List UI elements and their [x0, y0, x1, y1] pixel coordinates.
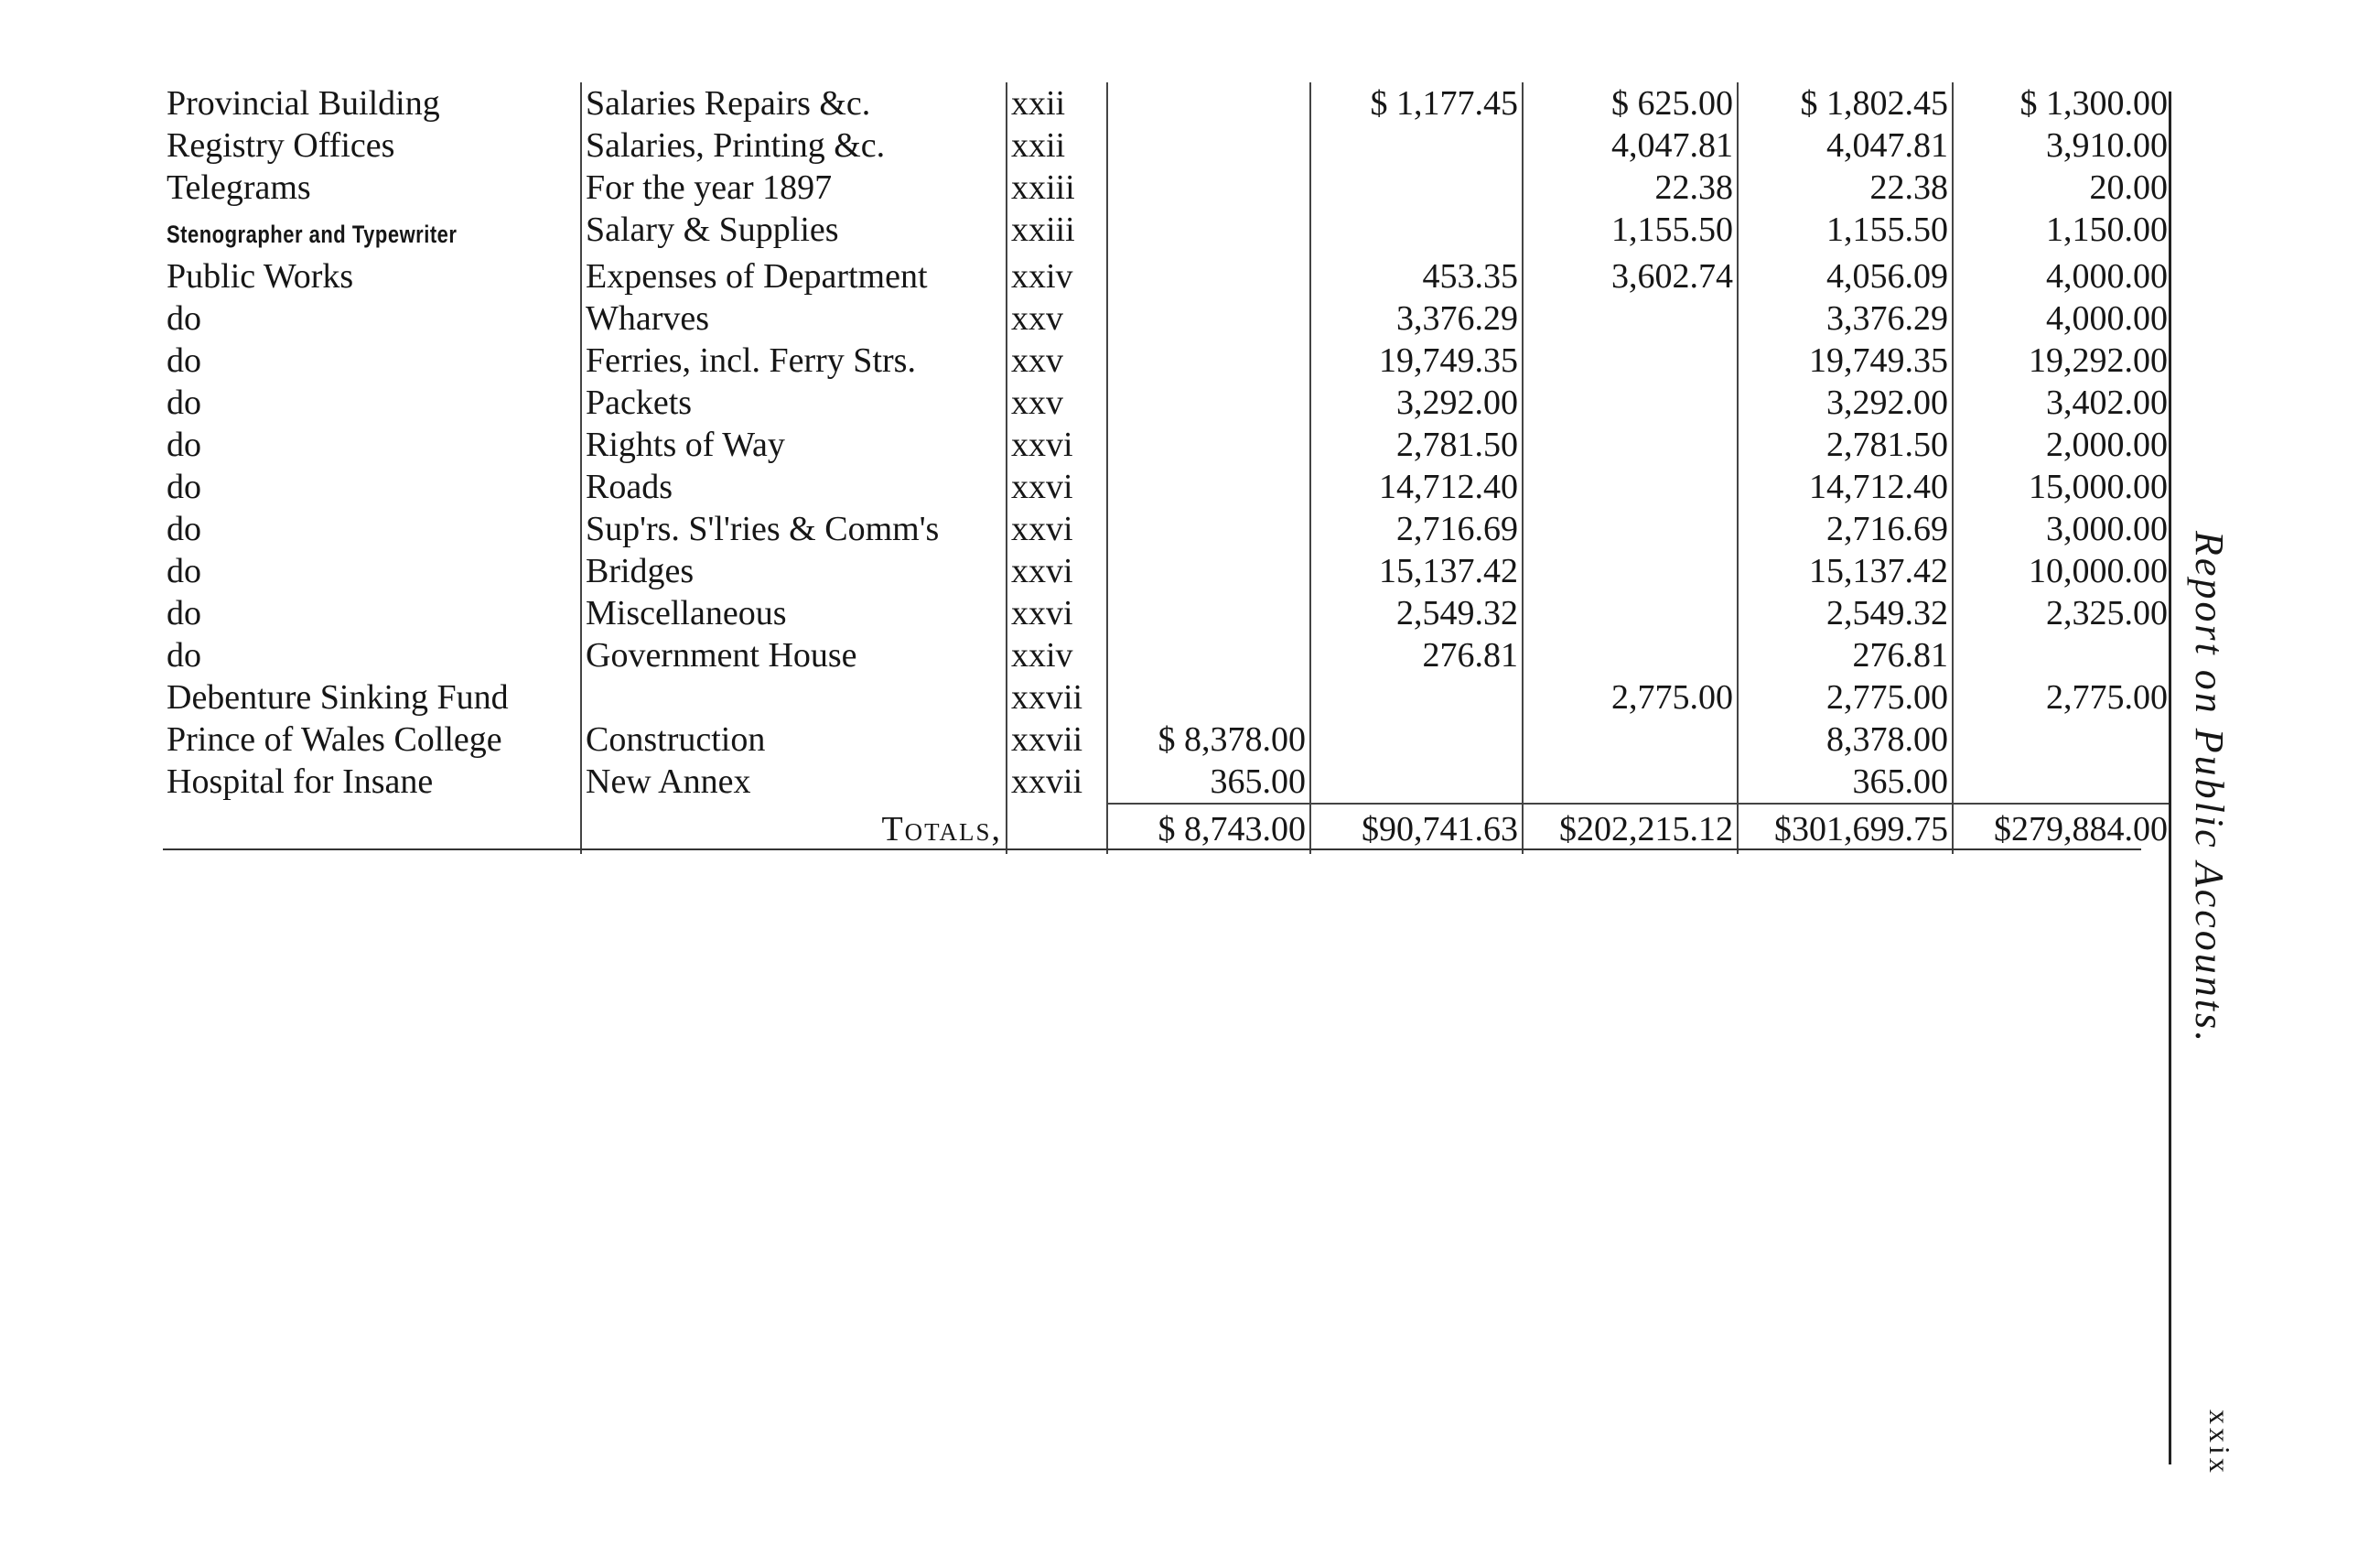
amount-col-4: 4,056.09 — [1738, 255, 1953, 297]
amount-col-5 — [1953, 761, 2171, 804]
total-amount-col-5: $279,884.00 — [1953, 804, 2171, 854]
totals-spacer — [163, 804, 581, 854]
amount-col-2: 3,376.29 — [1310, 297, 1523, 340]
amount-col-2 — [1310, 719, 1523, 761]
amount-col-1 — [1107, 340, 1310, 382]
amount-col-1 — [1107, 676, 1310, 719]
table-row — [163, 719, 2171, 761]
item-purpose: Ferries, incl. Ferry Strs. — [581, 340, 1007, 382]
item-purpose: New Annex — [581, 761, 1007, 804]
amount-col-4: 2,781.50 — [1738, 424, 1953, 466]
amount-col-5: 20.00 — [1953, 167, 2171, 209]
amount-col-2 — [1310, 124, 1523, 167]
amount-col-4: 2,716.69 — [1738, 508, 1953, 550]
amount-col-2: $ 1,177.45 — [1310, 82, 1523, 124]
amount-col-2 — [1310, 209, 1523, 255]
amount-col-3: 3,602.74 — [1523, 255, 1738, 297]
amount-col-4: 3,376.29 — [1738, 297, 1953, 340]
item-name: do — [167, 384, 201, 422]
item-name: do — [167, 341, 201, 380]
amount-col-1 — [1107, 209, 1310, 255]
running-title: Report on Public Accounts. — [2187, 531, 2232, 1045]
item-name: do — [167, 636, 201, 675]
amount-col-4: $ 1,802.45 — [1738, 82, 1953, 124]
item-reference: xxvi — [1007, 550, 1107, 592]
amount-col-2: 3,292.00 — [1310, 382, 1523, 424]
table-row — [163, 340, 2171, 382]
item-purpose: Miscellaneous — [581, 592, 1007, 634]
amount-col-4: 276.81 — [1738, 634, 1953, 676]
amount-col-2: 276.81 — [1310, 634, 1523, 676]
amount-col-2: 19,749.35 — [1310, 340, 1523, 382]
item-reference: xxvi — [1007, 424, 1107, 466]
item-name: do — [167, 552, 201, 590]
table-row — [163, 676, 2171, 719]
amount-col-1 — [1107, 592, 1310, 634]
amount-col-3 — [1523, 761, 1738, 804]
table-row — [163, 167, 2171, 209]
item-reference: xxvi — [1007, 466, 1107, 508]
amount-col-5: 2,000.00 — [1953, 424, 2171, 466]
item-reference: xxv — [1007, 340, 1107, 382]
item-reference: xxvii — [1007, 719, 1107, 761]
item-purpose: Salaries, Printing &c. — [581, 124, 1007, 167]
amount-col-5: 4,000.00 — [1953, 297, 2171, 340]
amount-col-3 — [1523, 550, 1738, 592]
amount-col-1: $ 8,378.00 — [1107, 719, 1310, 761]
item-name: do — [167, 594, 201, 632]
amount-col-3: $ 625.00 — [1523, 82, 1738, 124]
total-amount-col-3: $202,215.12 — [1523, 804, 1738, 854]
item-name: Hospital for Insane — [167, 762, 434, 801]
amount-col-3 — [1523, 719, 1738, 761]
amount-col-1 — [1107, 508, 1310, 550]
amount-col-3: 2,775.00 — [1523, 676, 1738, 719]
amount-col-4: 15,137.42 — [1738, 550, 1953, 592]
amount-col-1 — [1107, 124, 1310, 167]
amount-col-3 — [1523, 592, 1738, 634]
item-name: Telegrams — [167, 168, 311, 207]
item-purpose: Salary & Supplies — [581, 209, 1007, 255]
item-reference: xxvi — [1007, 508, 1107, 550]
amount-col-1: 365.00 — [1107, 761, 1310, 804]
amount-col-1 — [1107, 382, 1310, 424]
total-amount-col-4: $301,699.75 — [1738, 804, 1953, 854]
item-purpose: Roads — [581, 466, 1007, 508]
amount-col-1 — [1107, 466, 1310, 508]
item-reference: xxiv — [1007, 255, 1107, 297]
amount-col-4: 1,155.50 — [1738, 209, 1953, 255]
table-row — [163, 124, 2171, 167]
item-name: do — [167, 299, 201, 338]
item-name: Registry Offices — [167, 126, 395, 165]
amount-col-5: 4,000.00 — [1953, 255, 2171, 297]
item-reference: xxvii — [1007, 761, 1107, 804]
item-name: Prince of Wales College — [167, 720, 502, 759]
amount-col-1 — [1107, 634, 1310, 676]
table-row — [163, 424, 2171, 466]
page-margin-rule — [2169, 92, 2171, 1464]
amount-col-3 — [1523, 340, 1738, 382]
amount-col-4: 8,378.00 — [1738, 719, 1953, 761]
item-purpose: Bridges — [581, 550, 1007, 592]
amount-col-3: 4,047.81 — [1523, 124, 1738, 167]
amount-col-4: 2,549.32 — [1738, 592, 1953, 634]
table-row — [163, 634, 2171, 676]
table-row — [163, 550, 2171, 592]
item-purpose: Construction — [581, 719, 1007, 761]
item-reference: xxii — [1007, 124, 1107, 167]
item-name: do — [167, 510, 201, 548]
item-reference: xxiii — [1007, 167, 1107, 209]
amount-col-4: 2,775.00 — [1738, 676, 1953, 719]
table-row — [163, 508, 2171, 550]
amount-col-5: 10,000.00 — [1953, 550, 2171, 592]
amount-col-5: 2,325.00 — [1953, 592, 2171, 634]
amount-col-2: 14,712.40 — [1310, 466, 1523, 508]
item-purpose: Expenses of Department — [581, 255, 1007, 297]
amount-col-2: 453.35 — [1310, 255, 1523, 297]
total-amount-col-1: $ 8,743.00 — [1107, 804, 1310, 854]
item-purpose: For the year 1897 — [581, 167, 1007, 209]
table-row — [163, 466, 2171, 508]
table-row — [163, 255, 2171, 297]
amount-col-5 — [1953, 634, 2171, 676]
table-row — [163, 761, 2171, 804]
item-name: Provincial Building — [167, 84, 440, 123]
amount-col-3 — [1523, 382, 1738, 424]
item-name: Public Works — [167, 257, 354, 296]
amount-col-5: 19,292.00 — [1953, 340, 2171, 382]
amount-col-2: 2,716.69 — [1310, 508, 1523, 550]
amount-col-5: 2,775.00 — [1953, 676, 2171, 719]
item-reference: xxv — [1007, 297, 1107, 340]
item-name: do — [167, 426, 201, 464]
amount-col-5: $ 1,300.00 — [1953, 82, 2171, 124]
item-reference: xxii — [1007, 82, 1107, 124]
amount-col-3: 22.38 — [1523, 167, 1738, 209]
total-amount-col-2: $90,741.63 — [1310, 804, 1523, 854]
amount-col-4: 365.00 — [1738, 761, 1953, 804]
amount-col-2: 2,549.32 — [1310, 592, 1523, 634]
item-reference: xxvi — [1007, 592, 1107, 634]
amount-col-1 — [1107, 167, 1310, 209]
item-purpose: Packets — [581, 382, 1007, 424]
amount-col-1 — [1107, 550, 1310, 592]
amount-col-3 — [1523, 297, 1738, 340]
table-row — [163, 382, 2171, 424]
amount-col-4: 22.38 — [1738, 167, 1953, 209]
item-reference: xxiii — [1007, 209, 1107, 255]
amount-col-5: 3,402.00 — [1953, 382, 2171, 424]
item-purpose: Salaries Repairs &c. — [581, 82, 1007, 124]
amount-col-2 — [1310, 761, 1523, 804]
amount-col-2: 2,781.50 — [1310, 424, 1523, 466]
amount-col-1 — [1107, 424, 1310, 466]
amount-col-3 — [1523, 508, 1738, 550]
item-purpose: Government House — [581, 634, 1007, 676]
amount-col-4: 4,047.81 — [1738, 124, 1953, 167]
totals-reference — [1007, 804, 1107, 854]
item-reference: xxiv — [1007, 634, 1107, 676]
amount-col-5: 3,910.00 — [1953, 124, 2171, 167]
item-name: do — [167, 468, 201, 506]
amount-col-3: 1,155.50 — [1523, 209, 1738, 255]
totals-label: Totals, — [581, 804, 1007, 854]
expenditure-table-body — [163, 82, 2171, 854]
amount-col-1 — [1107, 82, 1310, 124]
item-reference: xxvii — [1007, 676, 1107, 719]
item-reference: xxv — [1007, 382, 1107, 424]
totals-row — [163, 804, 2171, 854]
expenditure-table — [163, 82, 2171, 854]
amount-col-3 — [1523, 466, 1738, 508]
amount-col-2 — [1310, 167, 1523, 209]
page-number: xxix — [2203, 1410, 2236, 1476]
table-bottom-rule — [163, 848, 2141, 850]
amount-col-1 — [1107, 297, 1310, 340]
amount-col-2 — [1310, 676, 1523, 719]
amount-col-5 — [1953, 719, 2171, 761]
amount-col-3 — [1523, 424, 1738, 466]
table-row — [163, 82, 2171, 124]
item-purpose: Sup'rs. S'l'ries & Comm's — [581, 508, 1007, 550]
amount-col-5: 15,000.00 — [1953, 466, 2171, 508]
amount-col-4: 3,292.00 — [1738, 382, 1953, 424]
amount-col-2: 15,137.42 — [1310, 550, 1523, 592]
amount-col-4: 14,712.40 — [1738, 466, 1953, 508]
table-row — [163, 592, 2171, 634]
item-name: Stenographer and Typewriter — [167, 220, 458, 248]
table-row — [163, 209, 2171, 255]
item-purpose: Wharves — [581, 297, 1007, 340]
item-purpose — [581, 676, 1007, 719]
item-name: Debenture Sinking Fund — [167, 678, 509, 717]
item-purpose: Rights of Way — [581, 424, 1007, 466]
amount-col-5: 3,000.00 — [1953, 508, 2171, 550]
table-row — [163, 297, 2171, 340]
amount-col-3 — [1523, 634, 1738, 676]
amount-col-1 — [1107, 255, 1310, 297]
amount-col-5: 1,150.00 — [1953, 209, 2171, 255]
amount-col-4: 19,749.35 — [1738, 340, 1953, 382]
